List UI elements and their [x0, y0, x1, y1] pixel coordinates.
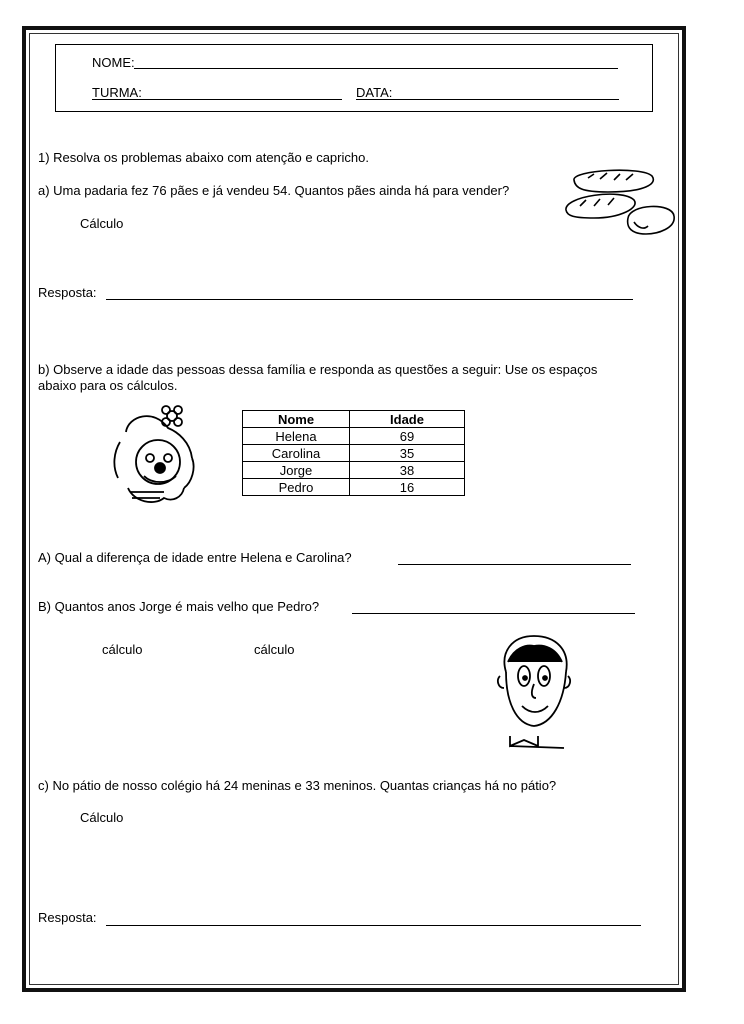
- problem-b-intro-line1: b) Observe a idade das pessoas dessa família e responda as questões a seguir: Use os espaços: [38, 362, 598, 377]
- family-ages-table: [242, 410, 465, 496]
- problem-a-answer-label: Resposta:: [38, 285, 97, 300]
- table-row: [243, 428, 465, 445]
- problem-a-answer-field[interactable]: [106, 299, 633, 300]
- table-cell-age: 35: [350, 445, 465, 462]
- table-row: [243, 462, 465, 479]
- question-B-answer-field[interactable]: [352, 613, 635, 614]
- problem-c-calc-label: Cálculo: [80, 810, 124, 825]
- problem-c-answer-field[interactable]: [106, 925, 641, 926]
- date-field[interactable]: [356, 99, 619, 100]
- question-A-answer-field[interactable]: [398, 564, 631, 565]
- table-header-age: Idade: [350, 411, 465, 428]
- date-label: DATA:: [356, 85, 393, 100]
- problem-b-intro-line2: abaixo para os cálculos.: [38, 378, 178, 393]
- question-B: B) Quantos anos Jorge é mais velho que Pedro?: [38, 599, 320, 614]
- table-cell-name: Helena: [243, 428, 350, 445]
- man-face-illustration-icon: [494, 632, 574, 752]
- name-label: NOME:: [92, 55, 135, 70]
- problem-a-question: a) Uma padaria fez 76 pães e já vendeu 54. Quantos pães ainda há para vender?: [38, 183, 510, 198]
- problem-c-question: c) No pátio de nosso colégio há 24 meninas e 33 meninos. Quantas crianças há no pátio?: [38, 778, 557, 793]
- problem-c-answer-label: Resposta:: [38, 910, 97, 925]
- problem-a-calc-label: Cálculo: [80, 216, 124, 231]
- calc-label-1: cálculo: [102, 642, 143, 657]
- table-header-row: [243, 411, 465, 428]
- bread-loaves-icon: [562, 166, 678, 242]
- table-cell-name: Carolina: [243, 445, 350, 462]
- table-cell-age: 69: [350, 428, 465, 445]
- table-header-name: Nome: [243, 411, 350, 428]
- name-field[interactable]: [134, 68, 618, 69]
- class-field[interactable]: [92, 99, 342, 100]
- table-cell-age: 38: [350, 462, 465, 479]
- table-cell-name: Jorge: [243, 462, 350, 479]
- table-cell-name: Pedro: [243, 479, 350, 496]
- student-info-box: [55, 44, 653, 112]
- instructions: 1) Resolva os problemas abaixo com atenção e capricho.: [38, 150, 369, 165]
- clown-illustration-icon: [108, 402, 200, 510]
- question-A: A) Qual a diferença de idade entre Helena e Carolina?: [38, 550, 352, 565]
- table-cell-age: 16: [350, 479, 465, 496]
- calc-label-2: cálculo: [254, 642, 295, 657]
- class-label: TURMA:: [92, 85, 142, 100]
- table-row: [243, 479, 465, 496]
- table-row: [243, 445, 465, 462]
